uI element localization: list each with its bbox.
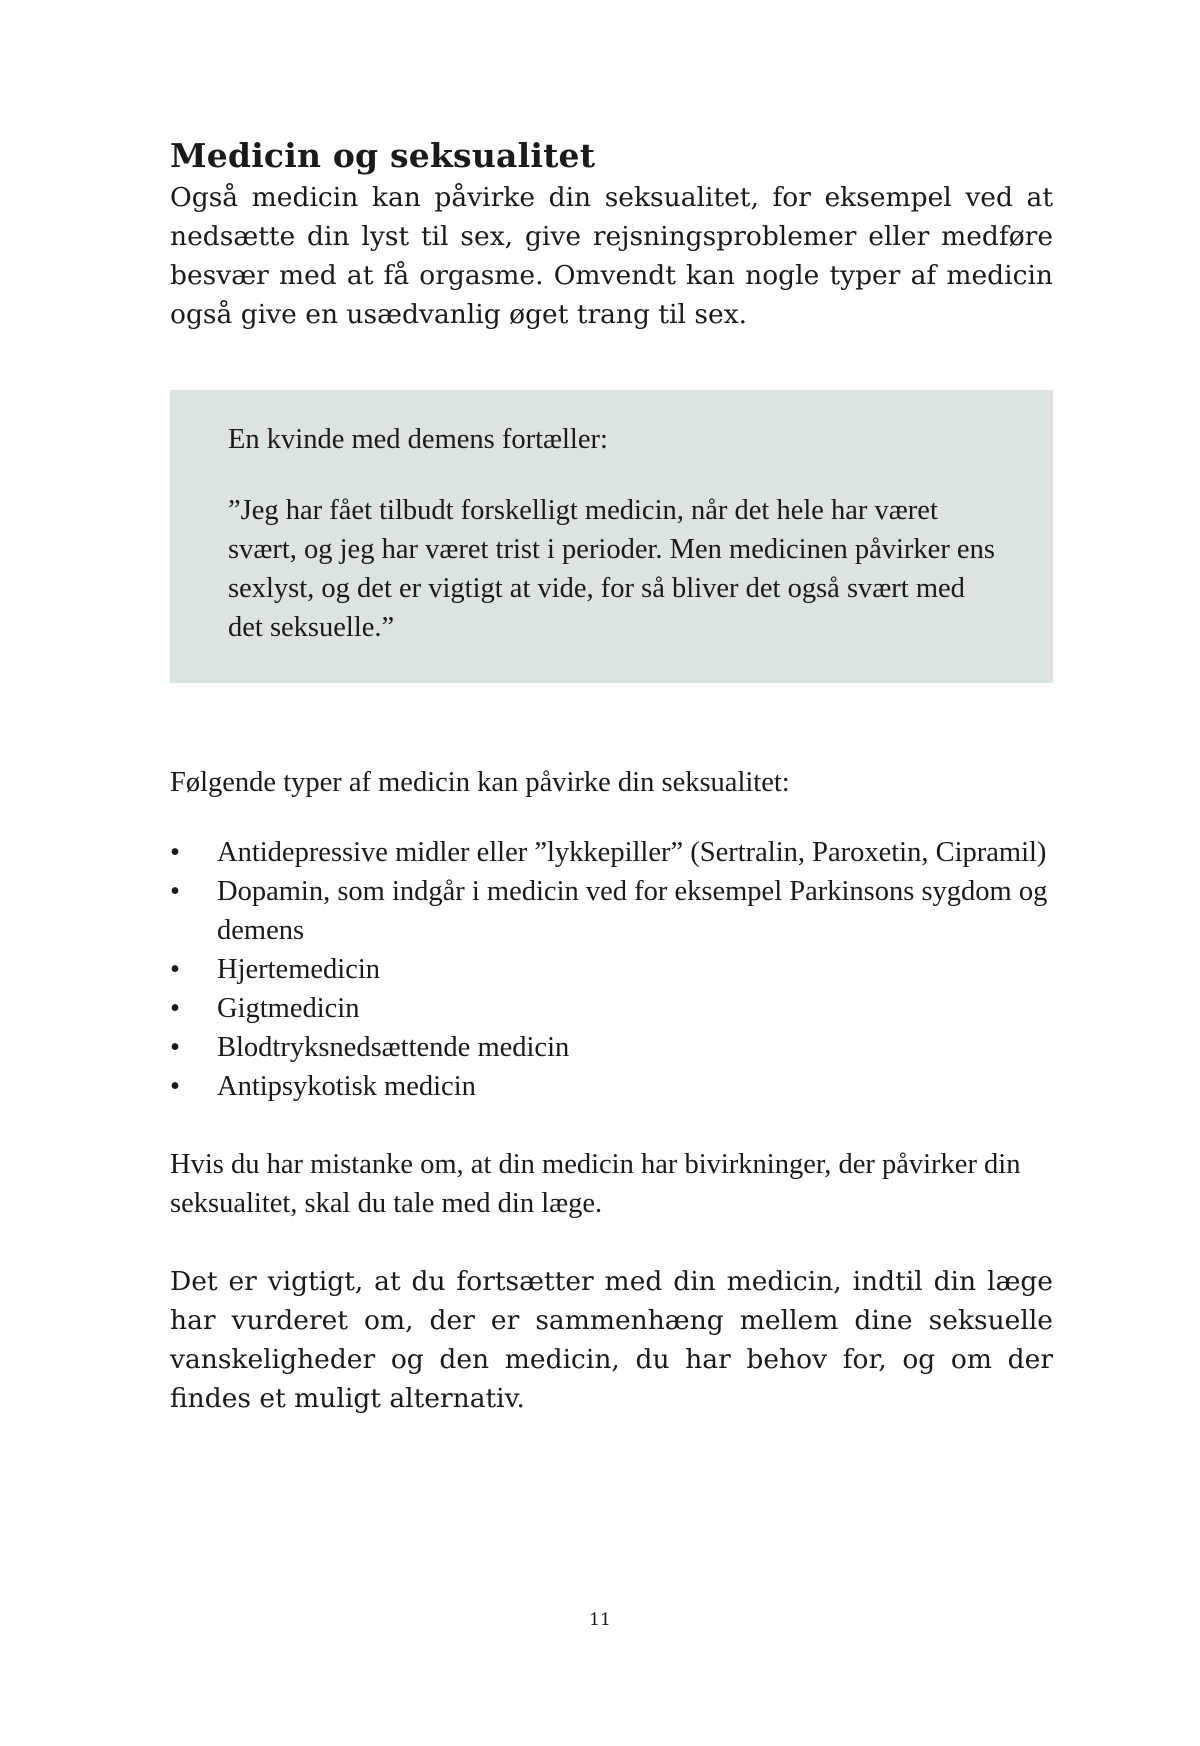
medicine-list (170, 833, 1053, 1106)
page-number: 11 (589, 1610, 611, 1630)
page-content (170, 138, 1053, 1418)
list-item (170, 1067, 1053, 1106)
bullet-icon: • (170, 1071, 180, 1103)
list-item-text: Antidepressive midler eller ”lykkepiller” (Sertralin, Paroxetin, Cipramil) (217, 837, 1047, 869)
list-item (170, 833, 1053, 872)
list-item-text: Gigtmedicin (217, 993, 360, 1025)
side-effects-paragraph: Hvis du har mistanke om, at din medicin har bivirkninger, der påvirker din seksualitet, skal du tale med din læge. (170, 1149, 1021, 1220)
list-item-text: Dopamin, som indgår i medicin ved for eksempel Parkinsons sygdom og demens (217, 876, 1048, 947)
bullet-icon: • (170, 876, 180, 908)
list-item-text: Blodtryksnedsættende medicin (217, 1032, 570, 1064)
bullet-icon: • (170, 837, 180, 869)
list-item (170, 1028, 1053, 1067)
intro-paragraph: Også medicin kan påvirke din seksualitet, for eksempel ved at nedsætte din lyst til sex, give rejsningsproblemer eller medføre besvær med at få orgasme. Omvendt kan nogle typer af medicin også give en usædvanlig øget trang til sex. (170, 182, 1053, 331)
list-item-text: Hjertemedicin (217, 954, 381, 986)
list-item (170, 989, 1053, 1028)
bullet-icon: • (170, 993, 180, 1025)
list-item (170, 872, 1053, 950)
bullet-icon: • (170, 1032, 180, 1064)
list-item (170, 950, 1053, 989)
section-title: Medicin og seksualitet (170, 136, 596, 175)
quote-text: ”Jeg har fået tilbudt forskelligt medicin, når det hele har været svært, og jeg har været trist i perioder. Men medicinen påvirker ens sexlyst, og det er vigtigt at vide, for så bliver det også svært med det seksuelle.” (228, 495, 995, 644)
list-item-text: Antipsykotisk medicin (217, 1071, 476, 1103)
quote-box (170, 390, 1053, 683)
continue-medicine-paragraph: Det er vigtigt, at du fortsætter med din medicin, indtil din læge har vurderet om, der er sammenhæng mellem dine seksuelle vanskeligheder og den medicin, du har behov for, og om der findes et muligt alternativ. (170, 1266, 1053, 1415)
quote-heading: En kvinde med demens fortæller: (228, 424, 608, 456)
bullet-icon: • (170, 954, 180, 986)
list-lead: Følgende typer af medicin kan påvirke din seksualitet: (170, 767, 790, 799)
